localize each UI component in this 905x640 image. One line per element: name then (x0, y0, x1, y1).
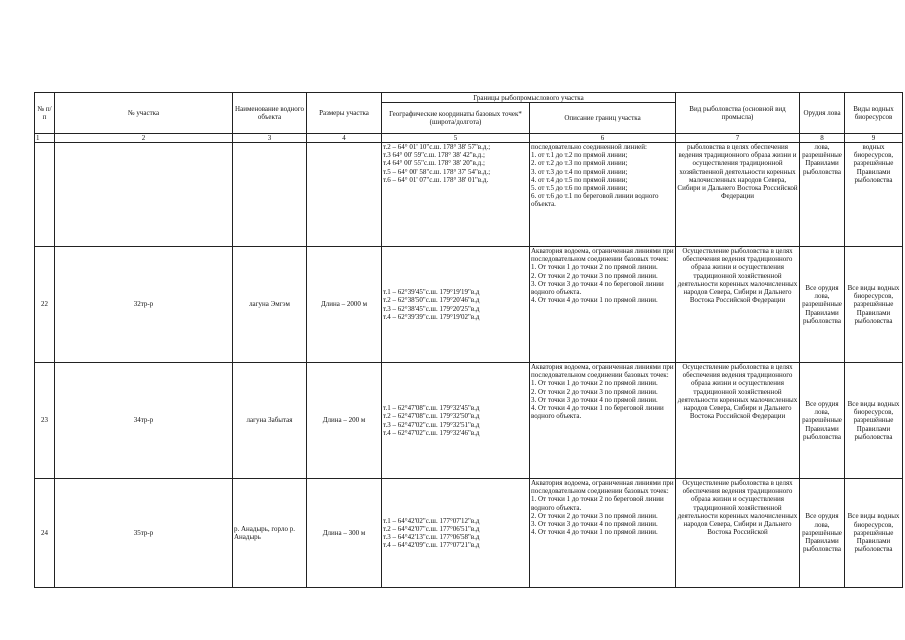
coordinate-line: т.2 – 62°38'50"с.ш. 179°20'46"в.д (383, 296, 480, 305)
row-water-object: лагуна Эмгэм (233, 247, 307, 363)
description-line: 1. От точки 1 до точки 2 по прямой линии. (531, 379, 658, 388)
coordinate-line: т.4 – 64°42'09"с.ш. 177°07'21"в.д (383, 541, 480, 550)
table-row (35, 143, 903, 247)
coordinate-line: т.4 64° 00' 55"с.ш. 178° 38' 20"в.д.; (383, 159, 485, 168)
description-line: 4. От точки 4 до точки 1 по прямой линии. (531, 296, 658, 305)
coordinate-line: т.2 – 64° 01' 10"с.ш. 178° 38' 57"в.д.; (383, 143, 491, 151)
col-number: 3 (233, 134, 307, 143)
coordinate-line: т.3 – 64°42'13"с.ш. 177°06'58"в.д (383, 533, 480, 541)
row-site-size: Длина – 300 м (307, 479, 382, 588)
description-line: 6. от т.6 до т.1 по береговой линии водного объекта. (531, 192, 659, 209)
table-row (35, 479, 903, 588)
coordinate-line: т.5 – 64° 00' 58"с.ш. 178° 37' 54"в.д.; (383, 167, 491, 176)
description-line: 2. от т.2 до т.3 по прямой линии; (531, 159, 628, 168)
coordinate-line: т.6 – 64° 01' 07"с.ш. 178° 38' 01"в.д. (383, 175, 489, 184)
coordinate-line: т.2 – 62°47'08"с.ш. 179°32'50"в.д (383, 412, 480, 421)
table-row (35, 247, 903, 363)
row-coordinates (382, 363, 530, 479)
row-site: 32тр-р (55, 247, 233, 363)
row-site: 34тр-р (55, 363, 233, 479)
description-line: последовательно соединенной линией: (531, 143, 647, 151)
coordinate-line: т.3 – 62°47'02"с.ш. 179°32'51"в.д (383, 420, 480, 429)
coordinate-line: т.3 64° 00' 59"с.ш. 178° 38' 42"в.д.; (383, 151, 485, 160)
row-fishing-type: рыболовства в целях обеспечения ведения традиционного образа жизни и осуществления традиционной хозяйственной деятельности коренных малочисленных народов Севера, Сибири и Дальнего Востока Российской Федерации (676, 143, 800, 247)
coordinate-line: т.3 – 62°38'45"с.ш. 179°20'25"в.д (383, 304, 480, 313)
header-site: № участка (55, 93, 233, 134)
column-number-row (35, 134, 903, 143)
row-site-size: Длина – 2000 м (307, 247, 382, 363)
row-fishing-type: Осуществление рыболовства в целях обеспечения ведения традиционного образа жизни и осуществления традиционной хозяйственной деятельности коренных малочисленных народов Севера, Сибири и Дальнего Востока Российской (676, 479, 800, 588)
row-site: 35тр-р (55, 479, 233, 588)
coordinate-line: т.1 – 62°39'45"с.ш. 179°19'19"в.д (383, 288, 480, 297)
row-bounds-description (530, 479, 676, 588)
header-bounds-group: Границы рыбопромыслового участка (382, 93, 676, 103)
col-number: 7 (676, 134, 800, 143)
description-line: Акватория водоема, ограниченная линиями при последовательном соединении базовых точек: (531, 247, 674, 264)
row-coordinates (382, 479, 530, 588)
row-num: 22 (35, 247, 55, 363)
col-number: 5 (382, 134, 530, 143)
row-bounds-description (530, 363, 676, 479)
row-fishing-tools: лова, разрешённые Правилами рыболовства (800, 143, 845, 247)
row-coordinates (382, 143, 530, 247)
row-species: Все виды водных биоресурсов, разрешённые Правилами рыболовства (845, 247, 903, 363)
row-num: 24 (35, 479, 55, 588)
header-row-1 (35, 93, 903, 103)
row-bounds-description (530, 247, 676, 363)
row-site (55, 143, 233, 247)
description-line: 3. От точки 3 до точки 4 по прямой линии. (531, 395, 658, 404)
row-bounds-description (530, 143, 676, 247)
coordinate-line: т.1 – 64°42'02"с.ш. 177°07'12"в.д (383, 516, 480, 525)
header-num: № п/п (35, 93, 55, 134)
col-number: 8 (800, 134, 845, 143)
header-coordinates: Географические координаты базовых точек* (широта/долгота) (382, 103, 530, 134)
header-site-size: Размеры участка (307, 93, 382, 134)
row-water-object: лагуна Забытая (233, 363, 307, 479)
description-line: Акватория водоема, ограниченная линиями при последовательном соединении базовых точек: (531, 363, 674, 380)
row-species: Все виды водных биоресурсов, разрешённые Правилами рыболовства (845, 363, 903, 479)
header-bounds-description: Описание границ участка (530, 103, 676, 134)
description-line: 2. От точки 2 до точки 3 по прямой линии. (531, 387, 658, 396)
row-num: 23 (35, 363, 55, 479)
row-species: Все виды водных биоресурсов, разрешённые Правилами рыболовства (845, 479, 903, 588)
header-species: Виды водных биоресурсов (845, 93, 903, 134)
row-coordinates (382, 247, 530, 363)
header-water-object: Наименование водного объекта (233, 93, 307, 134)
description-line: 1. от т.1 до т.2 по прямой линии; (531, 151, 628, 160)
description-line: 3. От точки 3 до точки 4 по прямой линии. (531, 520, 658, 529)
row-site-size (307, 143, 382, 247)
row-water-object (233, 143, 307, 247)
description-line: 2. От точки 2 до точки 3 по прямой линии. (531, 511, 658, 520)
col-number: 9 (845, 134, 903, 143)
col-number: 4 (307, 134, 382, 143)
header-fishing-type: Вид рыболовства (основной вид промысла) (676, 93, 800, 134)
col-number: 6 (530, 134, 676, 143)
row-site-size: Длина – 200 м (307, 363, 382, 479)
row-fishing-tools: Все орудия лова, разрешённые Правилами рыболовства (800, 363, 845, 479)
table-row (35, 363, 903, 479)
description-line: 5. от т.5 до т.6 по прямой линии; (531, 184, 628, 193)
description-line: 4. От точки 4 до точки 1 по береговой линии водного объекта. (531, 404, 664, 421)
description-line: 1. От точки 1 до точки 2 по береговой линии водного объекта. (531, 495, 664, 512)
description-line: 1. От точки 1 до точки 2 по прямой линии. (531, 263, 658, 272)
coordinate-line: т.2 – 64°42'07"с.ш. 177°06'51"в.д (383, 524, 480, 533)
row-water-object: р. Анадырь, горло р. Анадырь (233, 479, 307, 588)
description-line: 4. от т.4 до т.5 по прямой линии; (531, 175, 628, 184)
header-fishing-tools: Орудия лова (800, 93, 845, 134)
coordinate-line: т.4 – 62°39'39"с.ш. 179°19'02"в.д (383, 312, 480, 321)
coordinate-line: т.4 – 62°47'02"с.ш. 179°32'46"в.д (383, 428, 480, 437)
coordinate-line: т.1 – 62°47'08"с.ш. 179°32'45"в.д (383, 404, 480, 413)
description-line: 3. от т.3 до т.4 по прямой линии; (531, 167, 628, 176)
col-number: 1 (35, 134, 55, 143)
row-fishing-tools: Все орудия лова, разрешённые Правилами рыболовства (800, 247, 845, 363)
description-line: Акватория водоема, ограниченная линиями при последовательном соединении базовых точек: (531, 479, 674, 496)
row-fishing-type: Осуществление рыболовства в целях обеспечения ведения традиционного образа жизни и осуществления традиционной хозяйственной деятельности коренных малочисленных народов Севера, Сибири и Дальнего Востока Российской Федерации (676, 363, 800, 479)
col-number: 2 (55, 134, 233, 143)
row-species: водных биоресурсов, разрешённые Правилами рыболовства (845, 143, 903, 247)
row-num (35, 143, 55, 247)
description-line: 2. От точки 2 до точки 3 по прямой линии. (531, 271, 658, 280)
fishing-sites-table (34, 92, 903, 588)
description-line: 4. От точки 4 до точки 1 по прямой линии. (531, 528, 658, 537)
row-fishing-tools: Все орудия лова, разрешённые Правилами рыболовства (800, 479, 845, 588)
row-fishing-type: Осуществление рыболовства в целях обеспечения ведения традиционного образа жизни и осуществления традиционной хозяйственной деятельности коренных малочисленных народов Севера, Сибири и Дальнего Востока Российской Федерации (676, 247, 800, 363)
description-line: 3. От точки 3 до точки 4 по береговой линии водного объекта. (531, 279, 664, 297)
